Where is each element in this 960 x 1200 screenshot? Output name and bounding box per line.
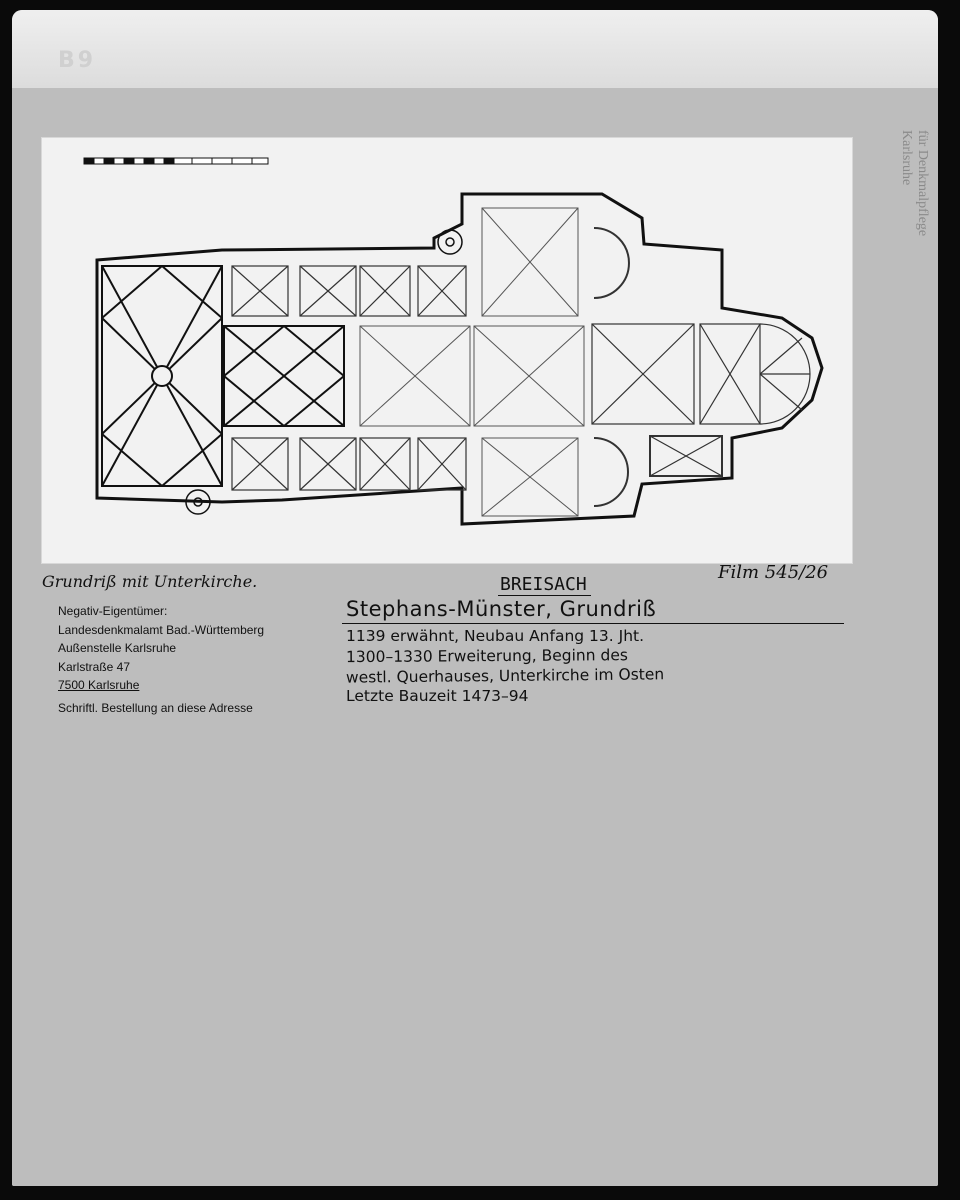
place-title: BREISACH [498,574,591,596]
history-line-2: 1300–1330 Erweiterung, Beginn des [345,646,628,667]
outer-walls [97,194,822,524]
history-notes [346,626,664,706]
floor-plan-drawing [42,138,852,563]
card-number: B9 [58,48,97,73]
history-line-4: Letzte Bauzeit 1473–94 [346,687,529,705]
subject-title: Stephans-Münster, Grundriß [346,597,657,621]
card-header-strip [12,10,938,88]
stamp-line-2: Karlsruhe [899,130,914,186]
owner-address-block [58,602,264,717]
aisle-bays [232,266,466,490]
owner-heading: Negativ-Eigentümer: [58,604,168,618]
order-note: Schriftl. Bestellung an diese Adresse [58,700,253,715]
history-line-1: 1139 erwähnt, Neubau Anfang 13. Jht. [346,627,645,645]
history-line-3: westl. Querhauses, Unterkirche im Osten [345,665,665,687]
archive-card [12,10,938,1186]
stamp-line-1: für Denkmalpflege [915,130,930,237]
owner-line-2: Außenstelle Karlsruhe [58,641,177,655]
scale-bar [84,158,268,164]
crossing-transept [360,208,584,516]
caption-left: Grundriß mit Unterkirche. [42,572,258,591]
west-bays [102,266,344,486]
floor-plan-photo [42,138,852,563]
owner-line-4: 7500 Karlsruhe [58,678,140,692]
archive-stamp [880,130,930,270]
owner-line-1: Landesdenkmalamt Bad.-Württemberg [58,622,265,637]
choir-apse [592,228,810,506]
film-number: Film 545/26 [718,562,829,583]
subject-underline [342,623,844,624]
owner-line-3: Karlstraße 47 [58,659,131,674]
